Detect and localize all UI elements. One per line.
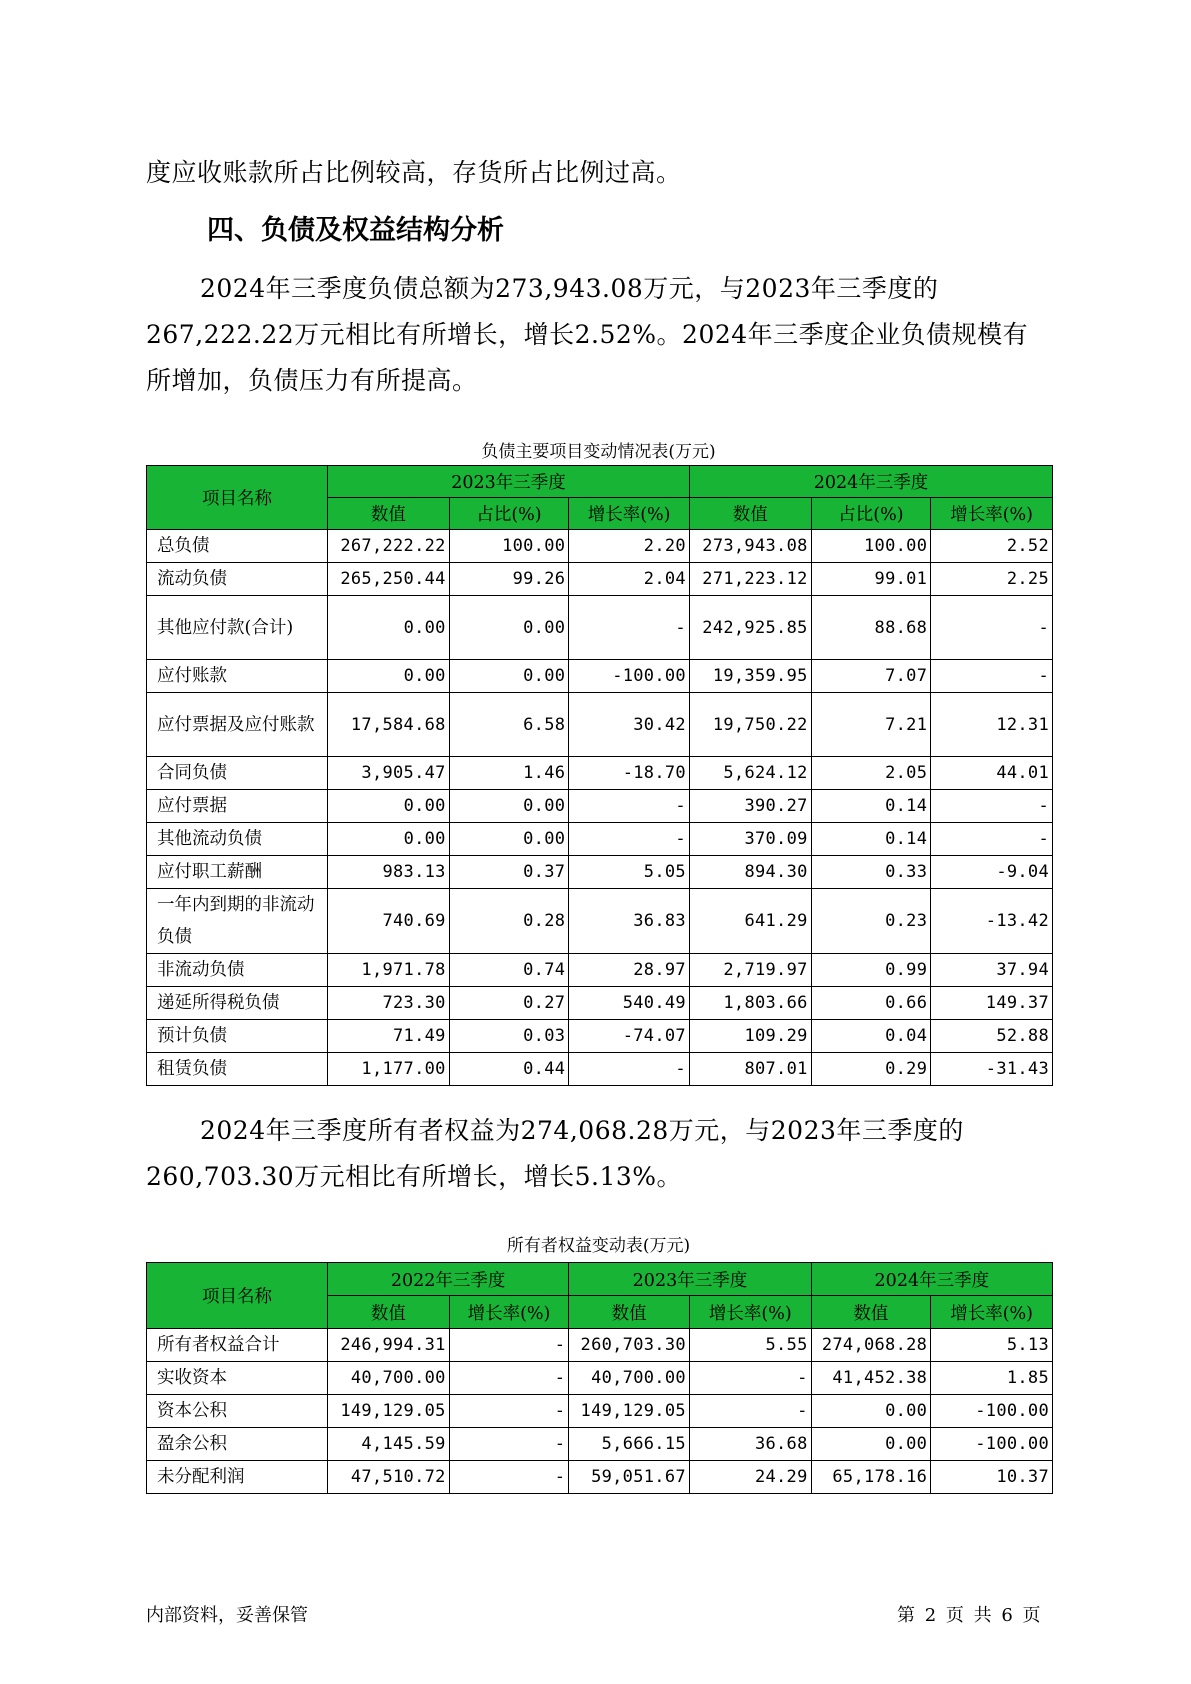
table-cell: -31.43 [931,1053,1053,1086]
table-cell: 37.94 [931,954,1053,987]
table-row [147,563,1053,596]
table-cell: 0.00 [811,1395,931,1428]
row-label: 所有者权益合计 [147,1329,328,1362]
row-label: 应付票据及应付账款 [147,693,328,757]
table-cell: - [449,1395,569,1428]
table-row [147,790,1053,823]
subheader: 数值 [689,498,811,530]
table-cell: 99.01 [811,563,931,596]
table-cell: 4,145.59 [327,1428,449,1461]
table-cell: - [569,790,690,823]
table-row [147,856,1053,889]
table-cell: -9.04 [931,856,1053,889]
header-period: 2023年三季度 [569,1263,811,1296]
table-cell: 1.85 [931,1362,1053,1395]
subheader: 增长率(%) [689,1296,811,1329]
table-cell: 260,703.30 [569,1329,690,1362]
subheader: 增长率(%) [569,498,690,530]
table-cell: - [449,1428,569,1461]
table-cell: 65,178.16 [811,1461,931,1494]
table-cell: 0.23 [811,889,931,954]
table-row [147,1362,1053,1395]
table-row [147,1020,1053,1053]
table-cell: 370.09 [689,823,811,856]
table-cell: 100.00 [449,530,569,563]
header-period: 2024年三季度 [811,1263,1052,1296]
table-row [147,889,1053,954]
row-label: 递延所得税负债 [147,987,328,1020]
table-row [147,1461,1053,1494]
table-cell: 19,750.22 [689,693,811,757]
table-cell: 0.00 [327,660,449,693]
subheader: 数值 [327,1296,449,1329]
table-cell: 5.05 [569,856,690,889]
table-cell: -18.70 [569,757,690,790]
table-cell: -13.42 [931,889,1053,954]
table-cell: 17,584.68 [327,693,449,757]
liabilities-table [146,465,1053,1086]
header-period: 2024年三季度 [689,466,1052,498]
table-cell: 0.33 [811,856,931,889]
row-label: 盈余公积 [147,1428,328,1461]
table-cell: 267,222.22 [327,530,449,563]
table-cell: - [569,823,690,856]
paragraph-continuation: 度应收账款所占比例较高，存货所占比例过高。 [146,158,682,187]
subheader: 数值 [569,1296,690,1329]
subheader: 增长率(%) [449,1296,569,1329]
row-label: 一年内到期的非流动负债 [147,889,328,954]
table-cell: 0.03 [449,1020,569,1053]
table-cell: 0.74 [449,954,569,987]
table-cell: - [449,1461,569,1494]
table-row [147,693,1053,757]
table-cell: 71.49 [327,1020,449,1053]
table-cell: 983.13 [327,856,449,889]
row-label: 其他应付款(合计) [147,596,328,660]
table-cell: 0.00 [449,596,569,660]
table-cell: 0.66 [811,987,931,1020]
table-cell: 47,510.72 [327,1461,449,1494]
row-label: 流动负债 [147,563,328,596]
table-cell: 2.20 [569,530,690,563]
table-cell: 0.37 [449,856,569,889]
table-cell: -100.00 [569,660,690,693]
row-label: 应付职工薪酬 [147,856,328,889]
table-cell: 3,905.47 [327,757,449,790]
table-cell: 0.04 [811,1020,931,1053]
table-cell: 0.00 [811,1428,931,1461]
table-cell: 1,177.00 [327,1053,449,1086]
table-cell: 7.07 [811,660,931,693]
table-cell: 30.42 [569,693,690,757]
header-period: 2022年三季度 [327,1263,568,1296]
header-period: 2023年三季度 [327,466,689,498]
table-cell: 0.00 [449,790,569,823]
table-cell: 390.27 [689,790,811,823]
row-label: 非流动负债 [147,954,328,987]
table-row [147,954,1053,987]
table-cell: - [931,823,1053,856]
table-cell: 2.52 [931,530,1053,563]
footer-confidential: 内部资料，妥善保管 [146,1605,308,1626]
table-cell: 0.00 [327,823,449,856]
table-cell: 1,971.78 [327,954,449,987]
table1-caption: 负债主要项目变动情况表(万元) [481,442,716,462]
header-item-name: 项目名称 [147,466,328,530]
table-cell: 2.05 [811,757,931,790]
table-cell: 2.04 [569,563,690,596]
table-cell: 28.97 [569,954,690,987]
table-cell: 149.37 [931,987,1053,1020]
table-cell: 19,359.95 [689,660,811,693]
table-row [147,596,1053,660]
table-cell: - [449,1362,569,1395]
subheader: 数值 [811,1296,931,1329]
table-cell: -100.00 [931,1395,1053,1428]
table-cell: 242,925.85 [689,596,811,660]
table-cell: 10.37 [931,1461,1053,1494]
table-cell: 5.55 [689,1329,811,1362]
row-label: 预计负债 [147,1020,328,1053]
table-cell: 641.29 [689,889,811,954]
table-cell: 273,943.08 [689,530,811,563]
table-cell: 36.68 [689,1428,811,1461]
table-cell: - [689,1362,811,1395]
row-label: 资本公积 [147,1395,328,1428]
table-cell: - [931,660,1053,693]
table-cell: 40,700.00 [569,1362,690,1395]
table-cell: 109.29 [689,1020,811,1053]
table-cell: 40,700.00 [327,1362,449,1395]
table-cell: 0.14 [811,823,931,856]
table-cell: 0.00 [327,596,449,660]
table-cell: 1,803.66 [689,987,811,1020]
table-row [147,1329,1053,1362]
footer-page-number: 第 2 页 共 6 页 [897,1605,1041,1626]
table-cell: 0.14 [811,790,931,823]
table-cell: 5,624.12 [689,757,811,790]
row-label: 未分配利润 [147,1461,328,1494]
table-cell: 149,129.05 [569,1395,690,1428]
table-cell: 100.00 [811,530,931,563]
table-cell: 99.26 [449,563,569,596]
table-row [147,660,1053,693]
subheader: 增长率(%) [931,1296,1053,1329]
table-cell: 6.58 [449,693,569,757]
row-label: 应付账款 [147,660,328,693]
table-cell: 0.27 [449,987,569,1020]
table-cell: 274,068.28 [811,1329,931,1362]
subheader: 增长率(%) [931,498,1053,530]
row-label: 其他流动负债 [147,823,328,856]
table-cell: - [931,790,1053,823]
table-cell: 894.30 [689,856,811,889]
table2-caption: 所有者权益变动表(万元) [506,1236,691,1256]
table-cell: 0.00 [327,790,449,823]
table-cell: 44.01 [931,757,1053,790]
table-cell: -74.07 [569,1020,690,1053]
table-cell: 271,223.12 [689,563,811,596]
table-cell: 2.25 [931,563,1053,596]
table-cell: 52.88 [931,1020,1053,1053]
table-row [147,1428,1053,1461]
table-cell: 0.00 [449,823,569,856]
table-cell: 246,994.31 [327,1329,449,1362]
header-item-name: 项目名称 [147,1263,328,1329]
table-cell: 36.83 [569,889,690,954]
table-cell: - [931,596,1053,660]
row-label: 合同负债 [147,757,328,790]
table-cell: 88.68 [811,596,931,660]
table-cell: 723.30 [327,987,449,1020]
subheader: 占比(%) [811,498,931,530]
subheader: 占比(%) [449,498,569,530]
table-cell: 24.29 [689,1461,811,1494]
table-cell: 0.29 [811,1053,931,1086]
table-row [147,1395,1053,1428]
section-heading: 四、负债及权益结构分析 [207,215,504,246]
table-cell: 1.46 [449,757,569,790]
equity-table [146,1262,1053,1494]
table-cell: 0.44 [449,1053,569,1086]
table-row [147,757,1053,790]
table-cell: - [689,1395,811,1428]
table-row [147,530,1053,563]
table-cell: 5,666.15 [569,1428,690,1461]
table-cell: - [569,1053,690,1086]
table-cell: 7.21 [811,693,931,757]
row-label: 应付票据 [147,790,328,823]
table-cell: 807.01 [689,1053,811,1086]
table-cell: 740.69 [327,889,449,954]
table-row [147,823,1053,856]
table-cell: -100.00 [931,1428,1053,1461]
row-label: 实收资本 [147,1362,328,1395]
row-label: 租赁负债 [147,1053,328,1086]
table-cell: 59,051.67 [569,1461,690,1494]
subheader: 数值 [327,498,449,530]
table-row [147,987,1053,1020]
table-cell: 12.31 [931,693,1053,757]
table-cell: 0.99 [811,954,931,987]
table-cell: 5.13 [931,1329,1053,1362]
table-cell: - [449,1329,569,1362]
paragraph-equity: 2024年三季度所有者权益为274,068.28万元，与2023年三季度的260,703.30万元相比有所增长，增长5.13%。 [146,1116,964,1191]
table-cell: - [569,596,690,660]
table-cell: 149,129.05 [327,1395,449,1428]
table-cell: 41,452.38 [811,1362,931,1395]
table-cell: 0.28 [449,889,569,954]
row-label: 总负债 [147,530,328,563]
table-cell: 540.49 [569,987,690,1020]
table-cell: 265,250.44 [327,563,449,596]
paragraph-liabilities: 2024年三季度负债总额为273,943.08万元，与2023年三季度的267,222.22万元相比有所增长，增长2.52%。2024年三季度企业负债规模有所增加，负债压力有所提高。 [146,274,1029,395]
table-row [147,1053,1053,1086]
table-cell: 2,719.97 [689,954,811,987]
table-cell: 0.00 [449,660,569,693]
